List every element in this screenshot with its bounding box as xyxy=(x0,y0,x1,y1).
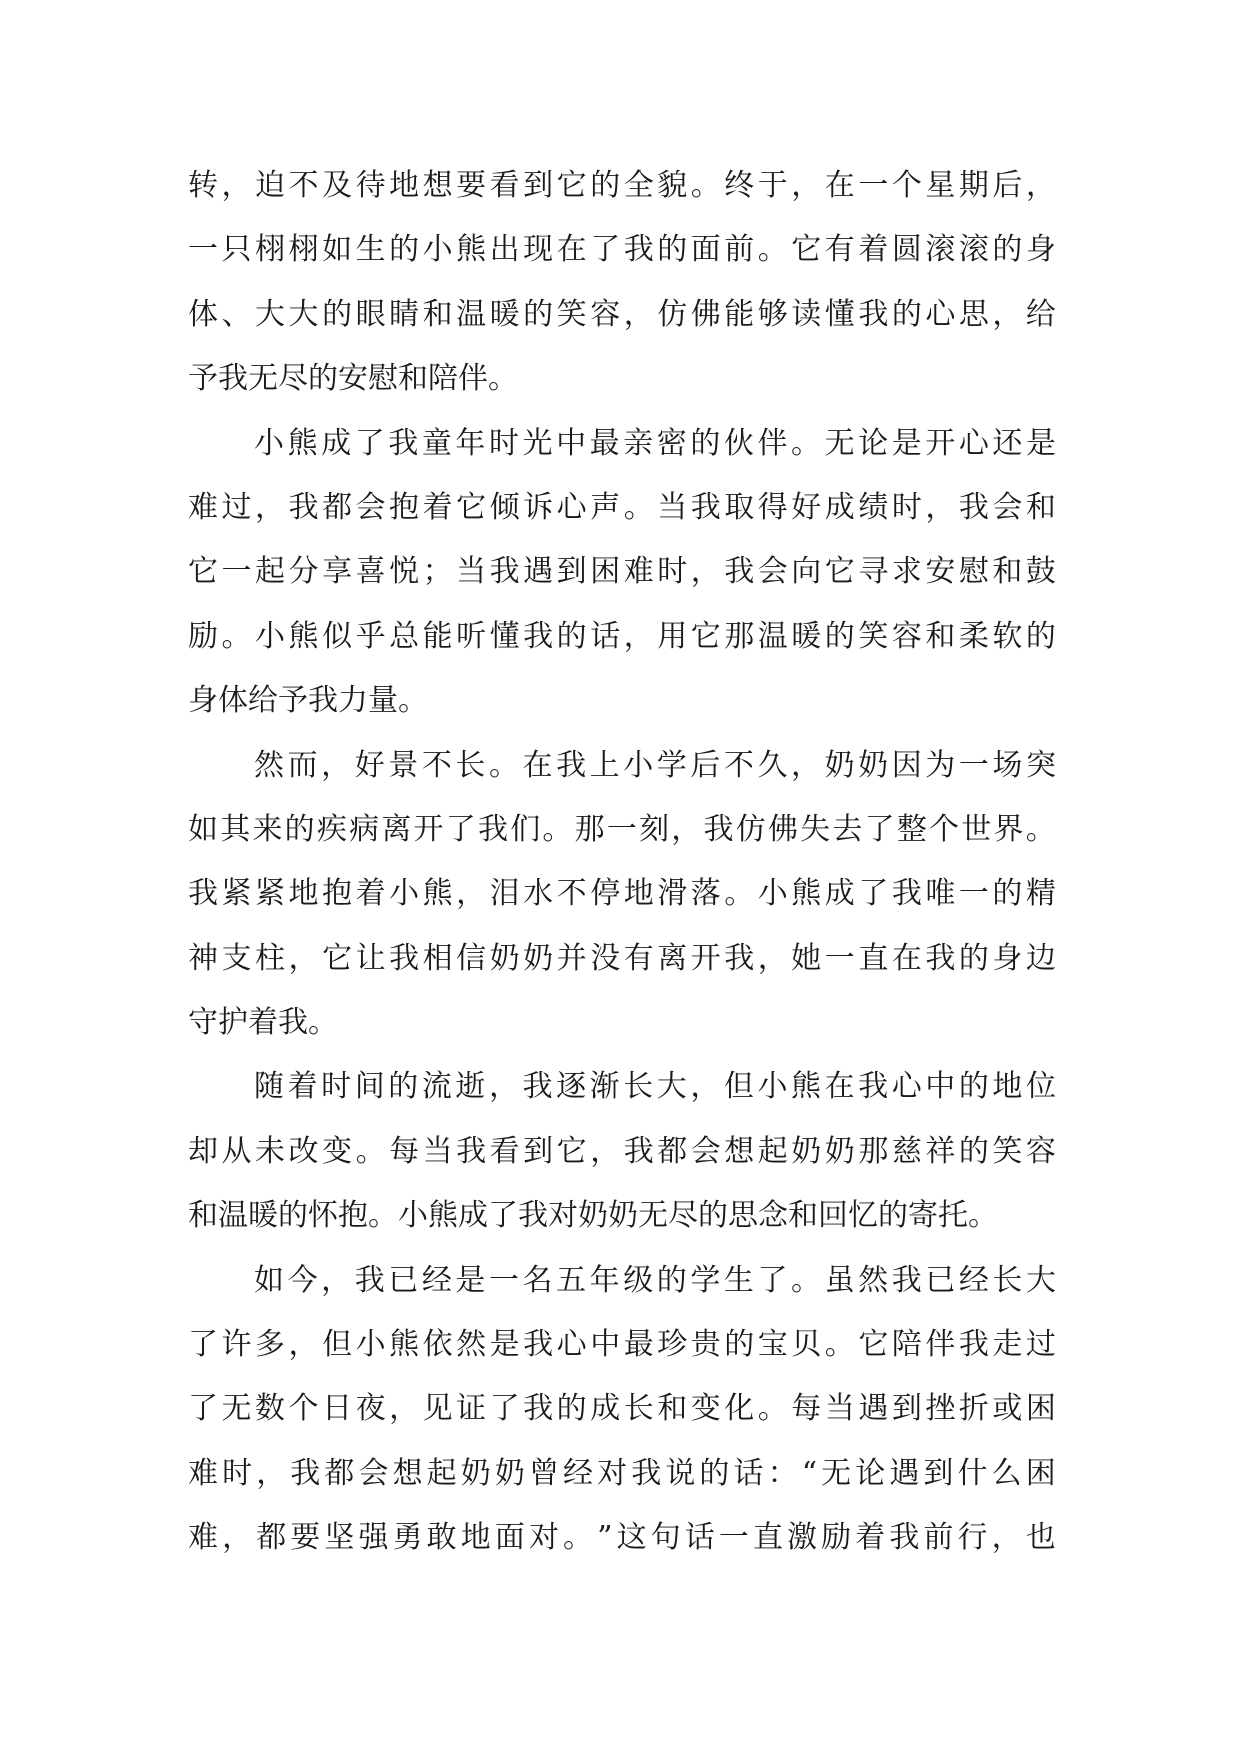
text-line: 如 今 ， 我 已 经 是 一 名 五 年 级 的 学 生 了 。 虽 然 我 已 经 长 大 xyxy=(254,1262,1056,1298)
text-line: 身体给予我力量。 xyxy=(188,683,428,719)
text-line: 转 ， 迫 不 及 待 地 想 要 看 到 它 的 全 貌 。 终 于 ， 在 一 个 星 期 后 ， xyxy=(188,168,1056,203)
text-line: 然 而 ， 好 景 不 长 。 在 我 上 小 学 后 不 久 ， 奶 奶 因 为 一 场 突 xyxy=(254,747,1056,783)
text-line: 难 过 ， 我 都 会 抱 着 它 倾 诉 心 声 。 当 我 取 得 好 成 绩 时 ， 我 会 和 xyxy=(188,489,1056,525)
text-line: 随 着 时 间 的 流 逝 ， 我 逐 渐 长 大 ， 但 小 熊 在 我 心 中 的 地 位 xyxy=(254,1069,1056,1105)
essay-text-block xyxy=(188,154,1056,1571)
text-line: 小 熊 成 了 我 童 年 时 光 中 最 亲 密 的 伙 伴 。 无 论 是 开 心 还 是 xyxy=(254,425,1056,461)
text-line: 和温暖的怀抱。小熊成了我对奶奶无尽的思念和回忆的寄托。 xyxy=(188,1198,998,1234)
text-line: 了 许 多 ， 但 小 熊 依 然 是 我 心 中 最 珍 贵 的 宝 贝 。 它 陪 伴 我 走 过 xyxy=(188,1327,1056,1363)
text-line: 体 、 大 大 的 眼 睛 和 温 暖 的 笑 容 ， 仿 佛 能 够 读 懂 我 的 心 思 ， 给 xyxy=(188,296,1056,332)
text-line: 如 其 来 的 疾 病 离 开 了 我 们 。 那 一 刻 ， 我 仿 佛 失 去 了 整 个 世 界 。 xyxy=(188,811,1056,847)
text-line: 神 支 柱 ， 它 让 我 相 信 奶 奶 并 没 有 离 开 我 ， 她 一 直 在 我 的 身 边 xyxy=(188,940,1056,976)
text-line: 一 只 栩 栩 如 生 的 小 熊 出 现 在 了 我 的 面 前 。 它 有 着 圆 滚 滚 的 身 xyxy=(188,232,1056,268)
text-line: 却 从 未 改 变 。 每 当 我 看 到 它 ， 我 都 会 想 起 奶 奶 那 慈 祥 的 笑 容 xyxy=(188,1133,1056,1169)
text-line: 我 紧 紧 地 抱 着 小 熊 ， 泪 水 不 停 地 滑 落 。 小 熊 成 了 我 唯 一 的 精 xyxy=(188,876,1056,912)
text-line: 励 。 小 熊 似 乎 总 能 听 懂 我 的 话 ， 用 它 那 温 暖 的 笑 容 和 柔 软 的 xyxy=(188,618,1056,654)
text-line: 难 时 ， 我 都 会 想 起 奶 奶 曾 经 对 我 说 的 话 ： “ 无 论 遇 到 什 么 困 xyxy=(188,1455,1056,1491)
text-line: 难 ， 都 要 坚 强 勇 敢 地 面 对 。 ” 这 句 话 一 直 激 励 着 我 前 行 ， 也 xyxy=(188,1520,1056,1556)
text-line: 守护着我。 xyxy=(188,1005,338,1041)
text-line: 予我无尽的安慰和陪伴。 xyxy=(188,361,518,397)
text-line: 了 无 数 个 日 夜 ， 见 证 了 我 的 成 长 和 变 化 。 每 当 遇 到 挫 折 或 困 xyxy=(188,1391,1056,1427)
text-line: 它 一 起 分 享 喜 悦 ； 当 我 遇 到 困 难 时 ， 我 会 向 它 寻 求 安 慰 和 鼓 xyxy=(188,554,1056,590)
